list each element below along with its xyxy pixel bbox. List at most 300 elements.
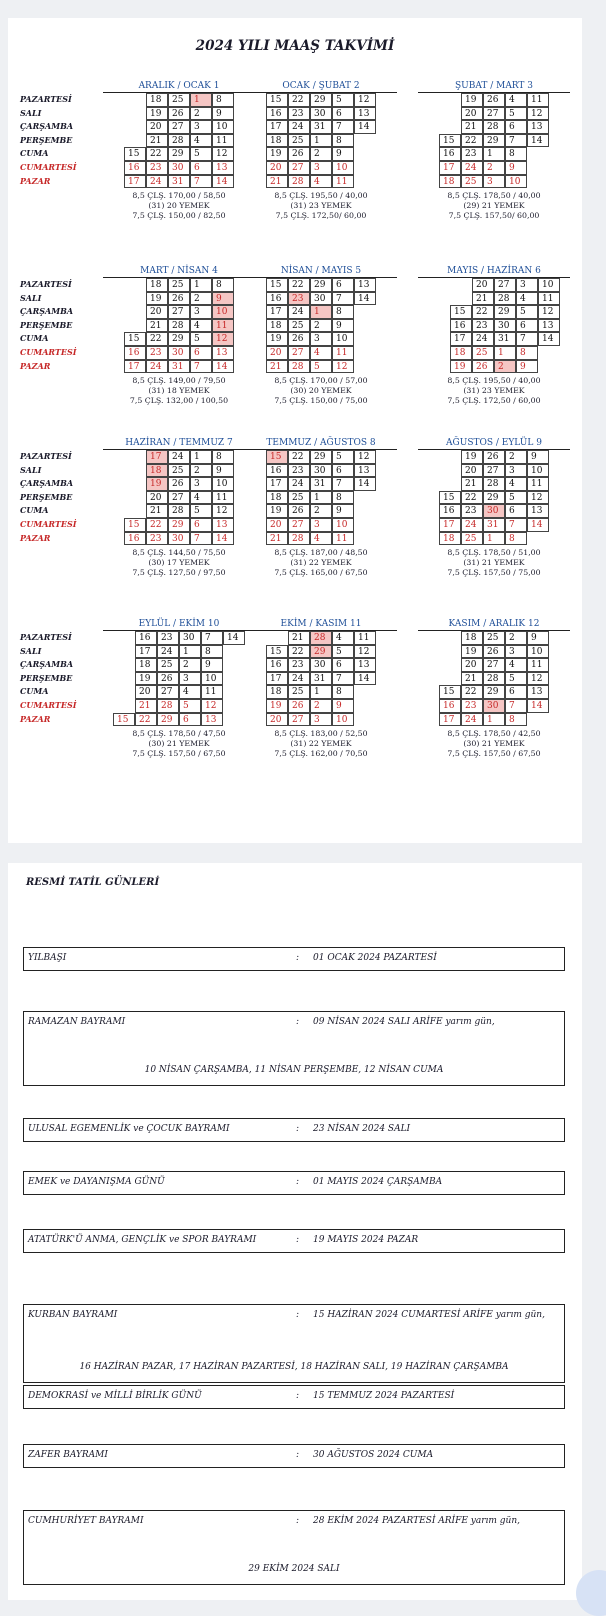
- day-cell: 5: [505, 672, 527, 686]
- day-cell: 5: [332, 450, 354, 464]
- day-cell: 26: [483, 450, 505, 464]
- day-cell: 5: [332, 645, 354, 659]
- day-cell: 13: [354, 278, 376, 292]
- day-cell: 19: [146, 107, 168, 121]
- day-cell: 15: [124, 147, 146, 161]
- day-cell: 14: [354, 672, 376, 686]
- holiday-date: 19 MAYIS 2024 PAZAR: [313, 1235, 419, 1245]
- day-cell: 6: [505, 504, 527, 518]
- day-cell: 3: [483, 175, 505, 189]
- day-cell: 6: [505, 120, 527, 134]
- day-cell: 13: [527, 504, 549, 518]
- day-cell: 8: [332, 134, 354, 148]
- day-cell: 14: [354, 120, 376, 134]
- day-cell: 7: [516, 332, 538, 346]
- day-cell: 21: [266, 175, 288, 189]
- day-cell: 24: [288, 305, 310, 319]
- day-cell: 7: [332, 292, 354, 306]
- day-cell: 9: [332, 319, 354, 333]
- day-cell: 29: [168, 332, 190, 346]
- grid-row: [103, 93, 255, 107]
- weekday-label: SALI: [20, 107, 42, 118]
- day-cell: 16: [439, 699, 461, 713]
- day-cell: 22: [146, 147, 168, 161]
- holiday-colon: :: [296, 1391, 300, 1401]
- day-cell: 14: [354, 477, 376, 491]
- salary-footer-line: 8,5 ÇLŞ. 183,00 / 52,50: [274, 729, 368, 739]
- day-cell: 18: [146, 278, 168, 292]
- grid-row: [245, 464, 397, 478]
- day-cell: 3: [310, 713, 332, 727]
- day-cell: 21: [461, 477, 483, 491]
- day-cell: 27: [288, 713, 310, 727]
- day-cell: 7: [332, 120, 354, 134]
- day-cell: 10: [332, 713, 354, 727]
- day-cell: 8: [516, 346, 538, 360]
- day-cell: 29: [310, 278, 332, 292]
- day-cell: 5: [332, 93, 354, 107]
- holiday-row: [23, 1444, 565, 1468]
- weekday-label: PAZARTESİ: [20, 94, 72, 104]
- day-cell: 20: [461, 658, 483, 672]
- day-cell: 1: [310, 685, 332, 699]
- day-cell: 23: [461, 147, 483, 161]
- day-cell: 28: [157, 699, 179, 713]
- day-cell: 2: [483, 161, 505, 175]
- day-cell: 1: [190, 93, 212, 107]
- holiday-name: YILBAŞI: [28, 953, 67, 963]
- day-cell: 25: [168, 464, 190, 478]
- grid-row: [103, 120, 255, 134]
- grid-row: [418, 292, 570, 306]
- day-cell: 3: [190, 477, 212, 491]
- day-cell: 8: [505, 147, 527, 161]
- day-cell: 21: [146, 134, 168, 148]
- day-cell: 30: [483, 699, 505, 713]
- day-cell: 15: [439, 134, 461, 148]
- day-cell: 8: [332, 305, 354, 319]
- day-cell: 9: [212, 292, 234, 306]
- day-cell: 11: [527, 658, 549, 672]
- salary-footer-line: (30) 17 YEMEK: [148, 558, 210, 568]
- day-cell: 16: [266, 107, 288, 121]
- day-cell: 4: [310, 175, 332, 189]
- day-cell: 20: [146, 491, 168, 505]
- day-cell: 10: [527, 464, 549, 478]
- day-cell: 17: [266, 672, 288, 686]
- grid-row: [418, 658, 570, 672]
- day-cell: 13: [538, 319, 560, 333]
- day-cell: 31: [494, 332, 516, 346]
- day-cell: 26: [168, 107, 190, 121]
- day-cell: 3: [516, 278, 538, 292]
- salary-footer-line: 8,5 ÇLŞ. 170,00 / 58,50: [132, 191, 226, 201]
- day-cell: 3: [179, 672, 201, 686]
- day-cell: 30: [168, 346, 190, 360]
- grid-row: [245, 107, 397, 121]
- weekday-label: PAZARTESİ: [20, 632, 72, 642]
- month-block-header: EYLÜL / EKİM 10: [103, 618, 255, 631]
- day-cell: 24: [146, 175, 168, 189]
- day-cell: 24: [472, 332, 494, 346]
- day-cell: 10: [212, 120, 234, 134]
- day-cell: 2: [179, 658, 201, 672]
- day-cell: 4: [310, 532, 332, 546]
- day-cell: 25: [168, 278, 190, 292]
- day-cell: 24: [288, 477, 310, 491]
- weekday-label: CUMA: [20, 686, 49, 697]
- day-cell: 21: [266, 532, 288, 546]
- grid-row: [418, 93, 570, 107]
- day-cell: 11: [354, 631, 376, 645]
- grid-row: [245, 685, 397, 699]
- day-cell: 1: [190, 450, 212, 464]
- day-cell: 28: [494, 292, 516, 306]
- day-cell: 26: [168, 292, 190, 306]
- holiday-colon: :: [296, 1235, 300, 1245]
- grid-row: [245, 278, 397, 292]
- day-cell: 4: [179, 685, 201, 699]
- day-cell: 20: [146, 305, 168, 319]
- grid-row: [245, 360, 397, 374]
- salary-footer-line: 8,5 ÇLŞ. 195,50 / 40,00: [447, 376, 541, 386]
- day-cell: 29: [310, 450, 332, 464]
- weekday-label: PERŞEMBE: [20, 672, 73, 683]
- day-cell: 9: [516, 360, 538, 374]
- day-cell: 12: [212, 504, 234, 518]
- day-cell: 29: [168, 147, 190, 161]
- day-cell: 4: [190, 319, 212, 333]
- day-cell: 17: [124, 360, 146, 374]
- day-cell: 14: [212, 175, 234, 189]
- day-cell: 21: [146, 319, 168, 333]
- day-cell: 23: [288, 464, 310, 478]
- day-cell: 12: [212, 332, 234, 346]
- day-cell: 16: [124, 161, 146, 175]
- day-cell: 5: [505, 107, 527, 121]
- day-cell: 8: [505, 532, 527, 546]
- day-cell: 7: [332, 672, 354, 686]
- salary-footer-line: 7,5 ÇLŞ. 150,00 / 82,50: [132, 211, 226, 221]
- weekday-label: PAZAR: [20, 532, 51, 543]
- day-cell: 13: [354, 658, 376, 672]
- day-cell: 15: [266, 645, 288, 659]
- day-cell: 9: [332, 699, 354, 713]
- salary-footer-line: 8,5 ÇLŞ. 178,50 / 42,50: [447, 729, 541, 739]
- day-cell: 29: [494, 305, 516, 319]
- day-cell: 5: [310, 360, 332, 374]
- holiday-colon: :: [296, 1017, 300, 1027]
- day-cell: 8: [505, 713, 527, 727]
- day-cell: 24: [288, 120, 310, 134]
- salary-footer-line: (31) 20 YEMEK: [148, 201, 210, 211]
- month-block-header: HAZİRAN / TEMMUZ 7: [103, 437, 255, 450]
- day-cell: 13: [212, 346, 234, 360]
- day-cell: 1: [179, 645, 201, 659]
- weekday-label: PAZAR: [20, 175, 51, 186]
- grid-row: [245, 305, 397, 319]
- grid-row: [103, 346, 255, 360]
- day-cell: 17: [135, 645, 157, 659]
- day-cell: 1: [483, 713, 505, 727]
- day-cell: 5: [190, 147, 212, 161]
- day-cell: 16: [124, 532, 146, 546]
- day-cell: 8: [212, 450, 234, 464]
- grid-row: [103, 658, 255, 672]
- day-cell: 16: [266, 464, 288, 478]
- holiday-date-continued: 10 NİSAN ÇARŞAMBA, 11 NİSAN PERŞEMBE, 12 NİSAN CUMA: [144, 1065, 444, 1075]
- day-cell: 8: [212, 278, 234, 292]
- day-cell: 10: [212, 305, 234, 319]
- day-cell: 18: [439, 175, 461, 189]
- day-cell: 12: [527, 672, 549, 686]
- day-cell: 23: [461, 699, 483, 713]
- holidays-title: RESMİ TATİL GÜNLERİ: [26, 877, 160, 888]
- day-cell: 8: [212, 93, 234, 107]
- day-cell: 5: [190, 504, 212, 518]
- day-cell: 29: [168, 518, 190, 532]
- holiday-name: CUMHURİYET BAYRAMI: [28, 1516, 144, 1526]
- day-cell: 13: [527, 685, 549, 699]
- day-cell: 11: [332, 532, 354, 546]
- day-cell: 4: [190, 491, 212, 505]
- day-cell: 31: [310, 477, 332, 491]
- grid-row: [245, 645, 397, 659]
- day-cell: 28: [168, 319, 190, 333]
- day-cell: 11: [212, 134, 234, 148]
- day-cell: 3: [190, 305, 212, 319]
- day-cell: 4: [332, 631, 354, 645]
- day-cell: 12: [527, 107, 549, 121]
- grid-row: [103, 477, 255, 491]
- day-cell: 15: [124, 518, 146, 532]
- salary-footer-line: 7,5 ÇLŞ. 162,00 / 70,50: [274, 749, 368, 759]
- grid-row: [103, 292, 255, 306]
- grid-row: [103, 450, 255, 464]
- day-cell: 22: [461, 491, 483, 505]
- day-cell: 15: [439, 491, 461, 505]
- holiday-row: [23, 1510, 565, 1585]
- grid-row: [418, 518, 570, 532]
- weekday-label: CUMARTESİ: [20, 700, 77, 710]
- day-cell: 2: [505, 450, 527, 464]
- day-cell: 17: [450, 332, 472, 346]
- holiday-row: [23, 1011, 565, 1086]
- day-cell: 24: [461, 713, 483, 727]
- day-cell: 20: [266, 518, 288, 532]
- day-cell: 20: [135, 685, 157, 699]
- grid-row: [245, 504, 397, 518]
- day-cell: 6: [190, 346, 212, 360]
- month-block-header: TEMMUZ / AĞUSTOS 8: [245, 437, 397, 450]
- day-cell: 17: [439, 713, 461, 727]
- holiday-colon: :: [296, 1516, 300, 1526]
- day-cell: 14: [527, 699, 549, 713]
- day-cell: 10: [332, 518, 354, 532]
- day-cell: 23: [146, 346, 168, 360]
- day-cell: 28: [310, 631, 332, 645]
- day-cell: 7: [190, 532, 212, 546]
- grid-row: [245, 699, 397, 713]
- day-cell: 7: [505, 134, 527, 148]
- day-cell: 27: [483, 107, 505, 121]
- day-cell: 19: [266, 504, 288, 518]
- day-cell: 1: [190, 278, 212, 292]
- day-cell: 27: [483, 464, 505, 478]
- grid-row: [103, 685, 255, 699]
- grid-row: [245, 518, 397, 532]
- day-cell: 25: [157, 658, 179, 672]
- salary-footer-line: 8,5 ÇLŞ. 187,00 / 48,50: [274, 548, 368, 558]
- day-cell: 13: [527, 120, 549, 134]
- day-cell: 7: [190, 360, 212, 374]
- day-cell: 28: [483, 120, 505, 134]
- day-cell: 4: [505, 477, 527, 491]
- holiday-colon: :: [296, 1450, 300, 1460]
- weekday-label: PAZARTESİ: [20, 451, 72, 461]
- grid-row: [418, 645, 570, 659]
- day-cell: 13: [354, 464, 376, 478]
- day-cell: 25: [461, 175, 483, 189]
- day-cell: 19: [146, 292, 168, 306]
- day-cell: 22: [135, 713, 157, 727]
- day-cell: 6: [179, 713, 201, 727]
- day-cell: 20: [461, 464, 483, 478]
- day-cell: 22: [472, 305, 494, 319]
- day-cell: 19: [461, 93, 483, 107]
- day-cell: 6: [505, 685, 527, 699]
- weekday-label: ÇARŞAMBA: [20, 478, 74, 489]
- holiday-date: 15 HAZİRAN 2024 CUMARTESİ ARİFE yarım gün,: [313, 1310, 545, 1320]
- day-cell: 20: [266, 346, 288, 360]
- grid-row: [418, 532, 570, 546]
- day-cell: 6: [332, 278, 354, 292]
- grid-row: [103, 134, 255, 148]
- day-cell: 21: [288, 631, 310, 645]
- day-cell: 22: [288, 645, 310, 659]
- day-cell: 11: [212, 319, 234, 333]
- day-cell: 3: [310, 332, 332, 346]
- holiday-colon: :: [296, 1124, 300, 1134]
- holiday-row: [23, 1229, 565, 1253]
- day-cell: 7: [505, 699, 527, 713]
- day-cell: 29: [157, 713, 179, 727]
- salary-footer-line: 7,5 ÇLŞ. 132,00 / 100,50: [129, 396, 229, 406]
- holiday-date: 01 OCAK 2024 PAZARTESİ: [313, 953, 437, 963]
- salary-footer-line: (30) 21 YEMEK: [148, 739, 210, 749]
- day-cell: 15: [266, 278, 288, 292]
- day-cell: 24: [157, 645, 179, 659]
- day-cell: 15: [266, 93, 288, 107]
- grid-row: [103, 305, 255, 319]
- day-cell: 14: [212, 532, 234, 546]
- salary-footer-line: (31) 22 YEMEK: [290, 558, 352, 568]
- grid-row: [245, 134, 397, 148]
- day-cell: 16: [135, 631, 157, 645]
- day-cell: 2: [494, 360, 516, 374]
- day-cell: 2: [310, 504, 332, 518]
- day-cell: 2: [310, 147, 332, 161]
- day-cell: 6: [190, 161, 212, 175]
- holiday-name: ATATÜRK'Ü ANMA, GENÇLİK ve SPOR BAYRAMI: [28, 1235, 257, 1245]
- grid-row: [418, 107, 570, 121]
- day-cell: 12: [201, 699, 223, 713]
- day-cell: 1: [483, 532, 505, 546]
- weekday-label: SALI: [20, 645, 42, 656]
- grid-row: [245, 346, 397, 360]
- day-cell: 14: [212, 360, 234, 374]
- day-cell: 19: [266, 147, 288, 161]
- salary-footer-line: 8,5 ÇLŞ. 195,50 / 40,00: [274, 191, 368, 201]
- day-cell: 18: [461, 631, 483, 645]
- day-cell: 20: [266, 161, 288, 175]
- salary-footer-line: (31) 22 YEMEK: [290, 739, 352, 749]
- holiday-date: 09 NİSAN 2024 SALI ARİFE yarım gün,: [313, 1017, 495, 1027]
- grid-row: [418, 278, 570, 292]
- day-cell: 31: [483, 518, 505, 532]
- day-cell: 12: [538, 305, 560, 319]
- month-block-header: MAYIS / HAZİRAN 6: [418, 265, 570, 278]
- grid-row: [245, 147, 397, 161]
- day-cell: 27: [288, 518, 310, 532]
- day-cell: 31: [168, 175, 190, 189]
- day-cell: 23: [288, 292, 310, 306]
- day-cell: 27: [168, 491, 190, 505]
- day-cell: 31: [310, 672, 332, 686]
- day-cell: 6: [332, 464, 354, 478]
- day-cell: 7: [201, 631, 223, 645]
- day-cell: 22: [288, 93, 310, 107]
- day-cell: 16: [439, 147, 461, 161]
- weekday-label: CUMA: [20, 333, 49, 344]
- weekday-label: ÇARŞAMBA: [20, 306, 74, 317]
- salary-footer-line: (31) 23 YEMEK: [463, 386, 525, 396]
- weekday-label: CUMARTESİ: [20, 519, 77, 529]
- day-cell: 9: [505, 161, 527, 175]
- day-cell: 18: [146, 93, 168, 107]
- day-cell: 7: [332, 477, 354, 491]
- holiday-row: [23, 1118, 565, 1142]
- day-cell: 28: [288, 532, 310, 546]
- day-cell: 18: [146, 464, 168, 478]
- day-cell: 26: [168, 477, 190, 491]
- salary-footer-line: 7,5 ÇLŞ. 172,50 / 60,00: [447, 396, 541, 406]
- grid-row: [103, 332, 255, 346]
- month-block-header: KASIM / ARALIK 12: [418, 618, 570, 631]
- day-cell: 9: [212, 464, 234, 478]
- salary-footer-line: 7,5 ÇLŞ. 157,50 / 75,00: [447, 568, 541, 578]
- grid-row: [103, 631, 255, 645]
- day-cell: 22: [288, 450, 310, 464]
- grid-row: [103, 518, 255, 532]
- grid-row: [418, 672, 570, 686]
- day-cell: 26: [157, 672, 179, 686]
- grid-row: [418, 161, 570, 175]
- day-cell: 29: [483, 134, 505, 148]
- grid-row: [418, 305, 570, 319]
- day-cell: 14: [354, 292, 376, 306]
- day-cell: 24: [168, 450, 190, 464]
- holiday-name: RAMAZAN BAYRAMI: [28, 1017, 126, 1027]
- day-cell: 29: [483, 491, 505, 505]
- grid-row: [103, 713, 255, 727]
- day-cell: 21: [146, 504, 168, 518]
- day-cell: 26: [288, 147, 310, 161]
- holiday-name: ZAFER BAYRAMI: [28, 1450, 108, 1460]
- day-cell: 1: [494, 346, 516, 360]
- day-cell: 19: [146, 477, 168, 491]
- day-cell: 22: [288, 278, 310, 292]
